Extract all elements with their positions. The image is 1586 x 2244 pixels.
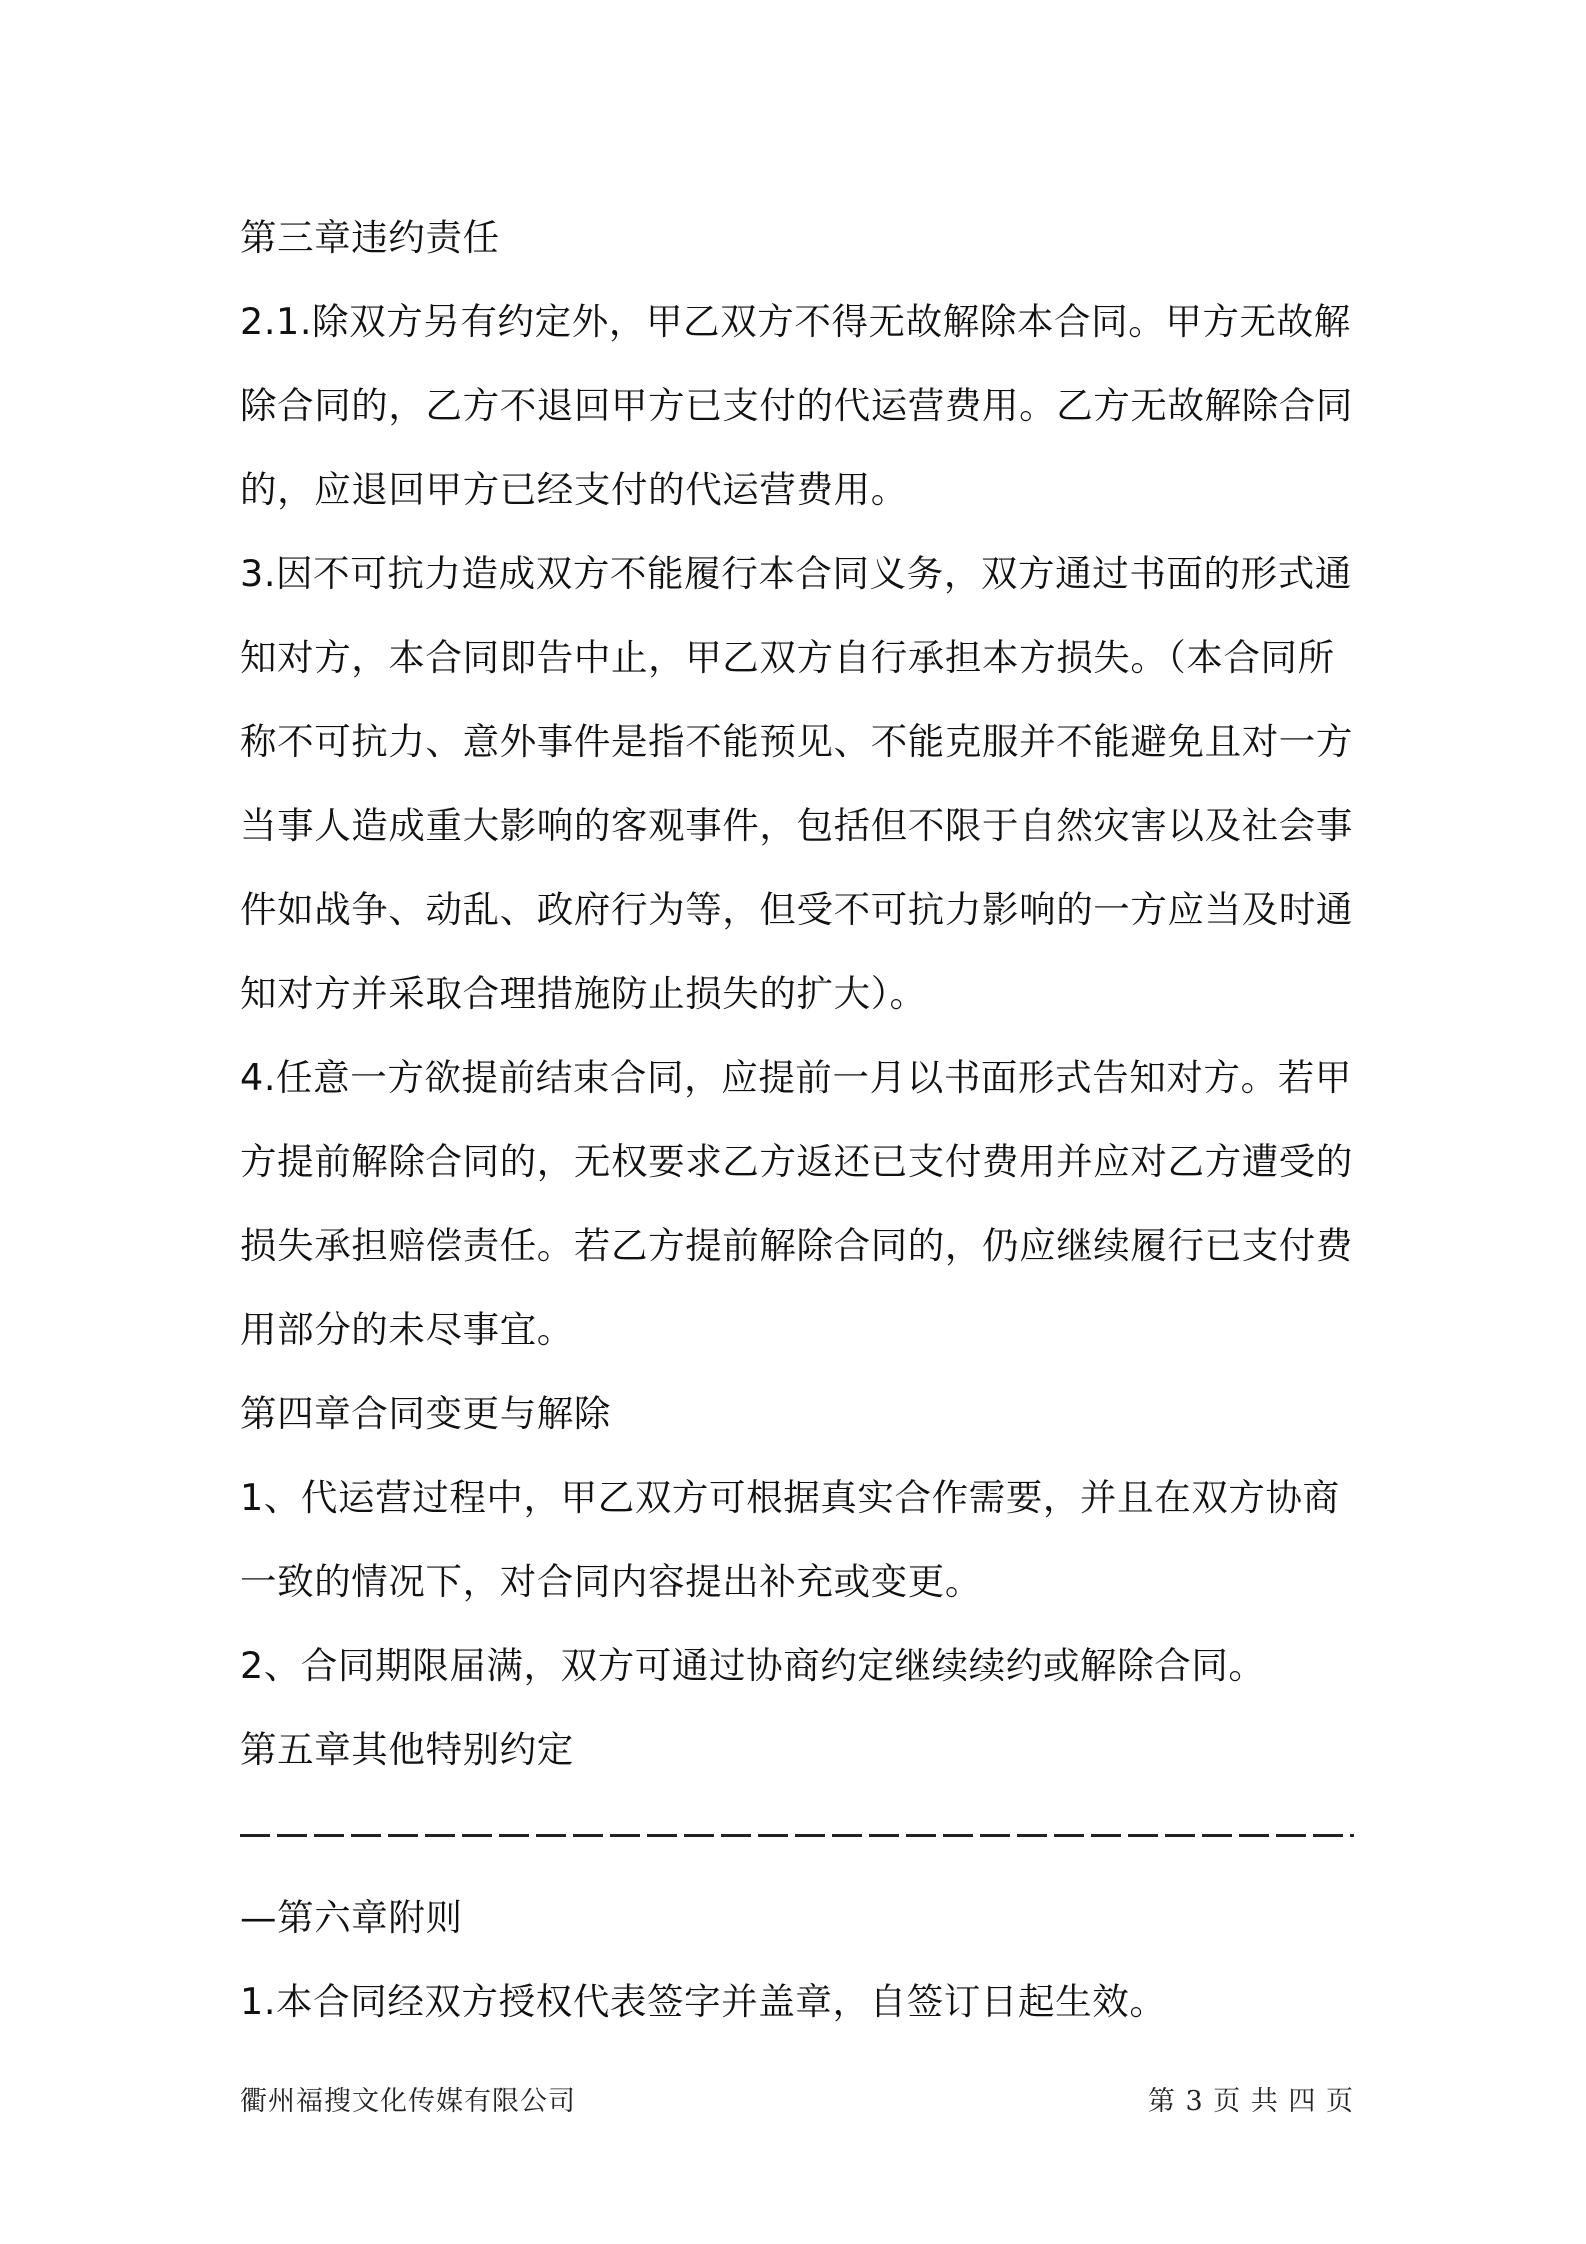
paragraph-line: 的，应退回甲方已经支付的代运营费用。 [240, 468, 908, 511]
paragraph-line: 称不可抗力、意外事件是指不能预见、不能克服并不能避免且对一方 [240, 720, 1353, 763]
paragraph-line: 一致的情况下，对合同内容提出补充或变更。 [240, 1560, 982, 1603]
paragraph-line: 当事人造成重大影响的客观事件，包括但不限于自然灾害以及社会事 [240, 804, 1353, 847]
paragraph-line: 方提前解除合同的，无权要求乙方返还已支付费用并应对乙方遭受的 [240, 1140, 1353, 1183]
paragraph-line: 知对方并采取合理措施防止损失的扩大）。 [240, 972, 927, 1015]
paragraph-line: 件如战争、动乱、政府行为等，但受不可抗力影响的一方应当及时通 [240, 888, 1353, 931]
footer-company: 衢州福搜文化传媒有限公司 [240, 2086, 576, 2117]
paragraph-line: 3.因不可抗力造成双方不能履行本合同义务，双方通过书面的形式通 [240, 552, 1352, 595]
paragraph-line: 2、合同期限届满，双方可通过协商约定继续续约或解除合同。 [240, 1644, 1266, 1687]
paragraph-line: 除合同的，乙方不退回甲方已支付的代运营费用。乙方无故解除合同 [240, 384, 1353, 427]
paragraph-line: 2.1.除双方另有约定外，甲乙双方不得无故解除本合同。甲方无故解 [240, 300, 1351, 343]
paragraph-line: 1、代运营过程中，甲乙双方可根据真实合作需要，并且在双方协商 [240, 1476, 1340, 1519]
chapter-6-heading: —第六章附则 [240, 1896, 463, 1939]
document-body [240, 196, 1354, 2044]
paragraph-line: 损失承担赔偿责任。若乙方提前解除合同的，仍应继续履行已支付费 [240, 1224, 1353, 1267]
chapter-3-heading: 第三章违约责任 [240, 216, 500, 259]
paragraph-line: 1.本合同经双方授权代表签字并盖章，自签订日起生效。 [240, 1980, 1167, 2023]
chapter-4-heading: 第四章合同变更与解除 [240, 1392, 611, 1435]
paragraph-line: 4.任意一方欲提前结束合同，应提前一月以书面形式告知对方。若甲 [240, 1056, 1352, 1099]
paragraph-line: 知对方，本合同即告中止，甲乙双方自行承担本方损失。（本合同所 [240, 636, 1335, 679]
blank-fill-rule [240, 1792, 1354, 1876]
chapter-5-heading: 第五章其他特别约定 [240, 1728, 574, 1771]
dash-line [240, 1834, 1354, 1837]
footer-page-number: 第 3 页 共 四 页 [1147, 2086, 1354, 2117]
paragraph-line: 用部分的未尽事宜。 [240, 1308, 574, 1351]
